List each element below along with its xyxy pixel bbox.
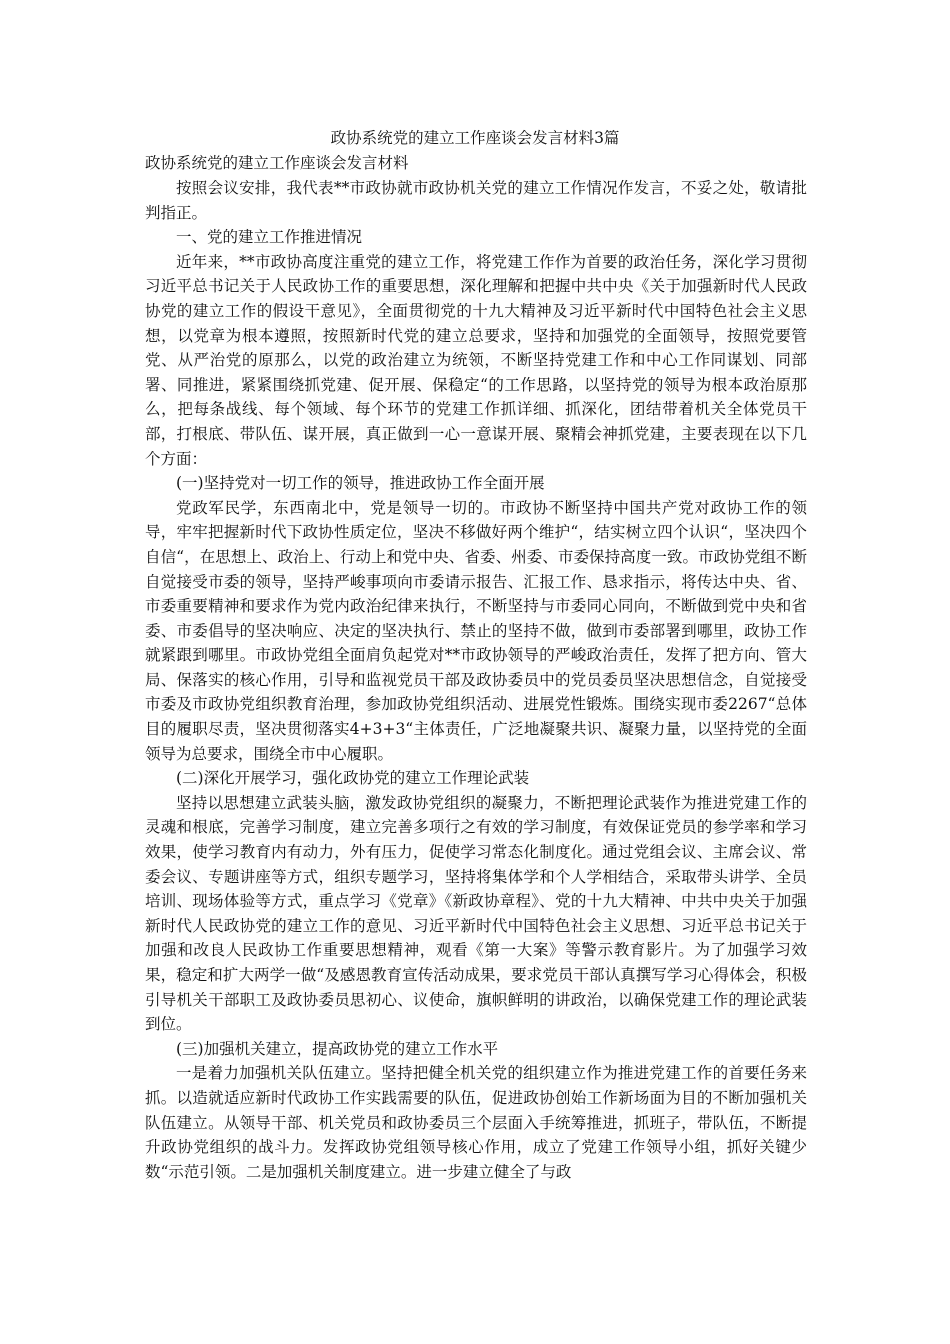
subsection-heading-3: (三)加强机关建立，提高政协党的建立工作水平 bbox=[176, 1039, 499, 1058]
body-paragraph: 党政军民学，东西南北中，党是领导一切的。市政协不断坚持中国共产党对政协工作的领导，牢牢把握新时代下政协性质定位，坚决不移做好两个维护“，结实树立四个认识“，坚决四个自信“，在思想上、政治上、行动上和党中央、省委、州委、市委保持高度一致。市政协党组不断自觉接受市委的领导，坚持严峻事项向市委请示报告、汇报工作、恳求指示，将传达中央、省、市委重要精神和要求作为党内政治纪律来执行，不断坚持与市委同心同向，不断做到党中央和省委、市委倡导的坚决响应、决定的坚决执行、禁止的坚持不做，做到市委部署到哪里，政协工作就紧跟到哪里。市政协党组全面肩负起党对**市政协领导的严峻政治责任，发挥了把方向、管大局、保落实的核心作用，引导和监视党员干部及政协委员中的党员委员坚决思想信念，自觉接受市委及市政协党组织教育治理，参加政协党组织活动、进展党性锻炼。围绕实现市委2267“总体目的履职尽责，坚决贯彻落实4+3+3“主体责任，广泛地凝聚共识、凝聚力量，以坚持党的全面领导为总要求，围绕全市中心履职。 bbox=[145, 498, 807, 763]
document-subtitle: 政协系统党的建立工作座谈会发言材料 bbox=[145, 154, 409, 172]
document-title: 政协系统党的建立工作座谈会发言材料3篇 bbox=[330, 129, 620, 147]
intro-paragraph: 按照会议安排，我代表**市政协就市政协机关党的建立工作情况作发言，不妥之处，敬请批判指正。 bbox=[145, 179, 807, 222]
subsection-heading-2: (二)深化开展学习，强化政协党的建立工作理论武装 bbox=[176, 769, 530, 788]
document-body bbox=[145, 176, 807, 1184]
body-paragraph: 一是着力加强机关队伍建立。坚持把健全机关党的组织建立作为推进党建工作的首要任务来抓。以造就适应新时代政协工作实践需要的队伍，促进政协创始工作新场面为目的不断加强机关队伍建立。从领导干部、机关党员和政协委员三个层面入手统筹推进，抓班子，带队伍，不断提升政协党组织的战斗力。发挥政协党组领导核心作用，成立了党建工作领导小组，抓好关键少数“示范引领。二是加强机关制度建立。进一步建立健全了与政 bbox=[145, 1064, 807, 1181]
body-paragraph: 近年来，**市政协高度注重党的建立工作，将党建工作作为首要的政治任务，深化学习贯彻习近平总书记关于人民政协工作的重要思想，深化理解和把握中共中央《关于加强新时代人民政协党的建立工作的假设干意见》，全面贯彻党的十九大精神及习近平新时代中国特色社会主义思想，以党章为根本遵照，按照新时代党的建立总要求，坚持和加强党的全面领导，按照党要管党、从严治党的原那么，以党的政治建立为统领，不断坚持党建工作和中心工作同谋划、同部署、同推进，紧紧围绕抓党建、促开展、保稳定“的工作思路，以坚持党的领导为根本政治原那么，把每条战线、每个领域、每个环节的党建工作抓详细、抓深化，团结带着机关全体党员干部，打根底、带队伍、谋开展，真正做到一心一意谋开展、聚精会神抓党建，主要表现在以下几个方面： bbox=[145, 252, 807, 468]
subsection-heading-1: (一)坚持党对一切工作的领导，推进政协工作全面开展 bbox=[176, 474, 545, 493]
section-heading-1: 一、党的建立工作推进情况 bbox=[176, 228, 363, 247]
body-paragraph: 坚持以思想建立武装头脑，激发政协党组织的凝聚力，不断把理论武装作为推进党建工作的灵魂和根底，完善学习制度，建立完善多项行之有效的学习制度，有效保证党员的参学率和学习效果，使学习教育内有动力，外有压力，促使学习常态化制度化。通过党组会议、主席会议、常委会议、专题讲座等方式，组织专题学习，坚持将集体学和个人学相结合，采取带头讲学、全员培训、现场体验等方式，重点学习《党章》《新政协章程》、党的十九大精神、中共中央关于加强新时代人民政协党的建立工作的意见、习近平新时代中国特色社会主义思想、习近平总书记关于加强和改良人民政协工作重要思想精神，观看《第一大案》等警示教育影片。为了加强学习效果，稳定和扩大两学一做“及感恩教育宣传活动成果，要求党员干部认真撰写学习心得体会，积极引导机关干部职工及政协委员思初心、议使命，旗帜鲜明的讲政治，以确保党建工作的理论武装到位。 bbox=[145, 793, 807, 1034]
